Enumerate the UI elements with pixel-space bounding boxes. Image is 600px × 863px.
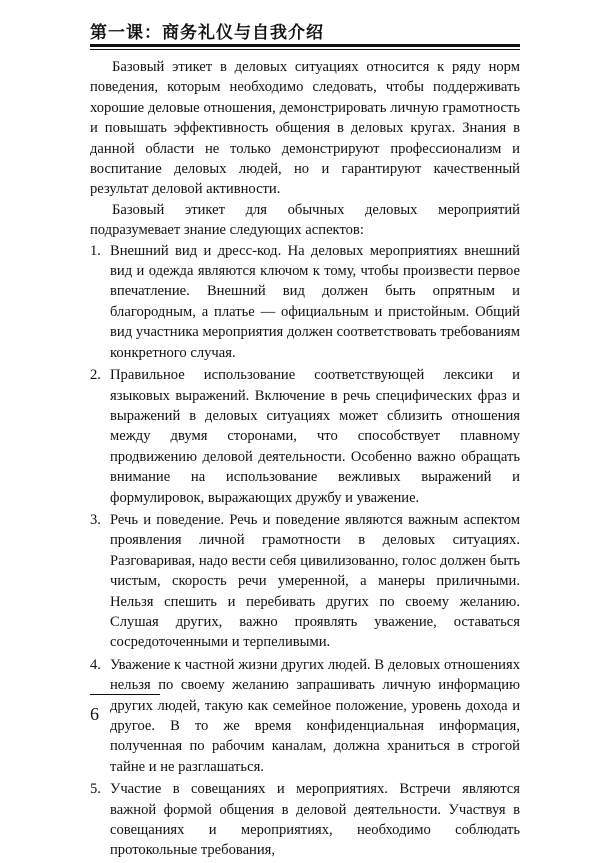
list-item-text: Уважение к частной жизни других людей. В деловых отношениях нельзя по своему желанию запрашивать личную информацию других людей, такую как семейное положение, уровень дохода и другое. В то же время конфиденциальная информация, полученная по рабочим каналам, должна храниться в строгой тайне и не разглашаться. <box>110 656 520 775</box>
lesson-title: 第一课：商务礼仪与自我介绍 <box>90 23 324 43</box>
paragraph-lead-in: Базовый этикет для обычных деловых мероприятий подразумевает знание следующих аспектов: <box>90 201 520 239</box>
aspects-list <box>90 241 520 861</box>
paragraph-intro: Базовый этикет в деловых ситуациях относится к ряду норм поведения, которым необходимо следовать, чтобы поддерживать хорошие деловые отношения, демонстрировать личную грамотность и повышать эффективность общения в деловых кругах. Знания в данной области не только демонстрируют профессионализм и воспитание деловых людей, но и гарантируют качественный результат деловой активности. <box>90 59 520 198</box>
list-item-text: Правильное использование соответствующей лексики и языковых выражений. Включение в речь специфических фраз и выражений в деловых ситуациях может сблизить отношения между двумя сторонами, что способствует плавному продвижению деловой деятельности. Особенно важно обращать внимание на использование вежливых выражений и формулировок, выражающих дружбу и уважение. <box>110 367 520 506</box>
list-item <box>90 779 520 861</box>
list-item <box>90 241 520 363</box>
header-rule-thin <box>90 49 520 50</box>
list-item-text: Участие в совещаниях и мероприятиях. Встречи являются важной формой общения в деловой деятельности. Участвуя в совещаниях и мероприятиях, необходимо соблюдать протокольные требования, <box>110 781 520 859</box>
list-item-number: 2. <box>90 367 101 384</box>
footnote-rule <box>90 694 160 695</box>
header-rule <box>90 44 520 47</box>
list-item-number: 4. <box>90 656 101 673</box>
list-item <box>90 365 520 508</box>
list-item <box>90 510 520 653</box>
list-item-text: Речь и поведение. Речь и поведение являются важным аспектом проявления личной грамотности в деловых ситуациях. Разговаривая, надо вести себя цивилизованно, голос должен быть чистым, скорость речи умеренной, а манеры приличными. Нельзя спешить и перебивать других по своему желанию. Слушая других, важно проявлять уважение, оставаться сосредоточенными и терпеливыми. <box>110 511 520 651</box>
list-item-number: 5. <box>90 781 101 798</box>
list-item-number: 3. <box>90 511 101 528</box>
list-item-number: 1. <box>90 242 101 259</box>
page-body <box>90 57 520 863</box>
list-item <box>90 655 520 777</box>
page-number: 6 <box>90 704 99 724</box>
running-header <box>90 6 520 46</box>
list-item-text: Внешний вид и дресс-код. На деловых мероприятиях внешний вид и одежда являются ключом к тому, чтобы произвести первое впечатление. Внешний вид должен быть опрятным и благородным, а платье — официальным и пристойным. Общий вид участника мероприятия должен соответствовать требованиям конкретного случая. <box>110 242 520 361</box>
